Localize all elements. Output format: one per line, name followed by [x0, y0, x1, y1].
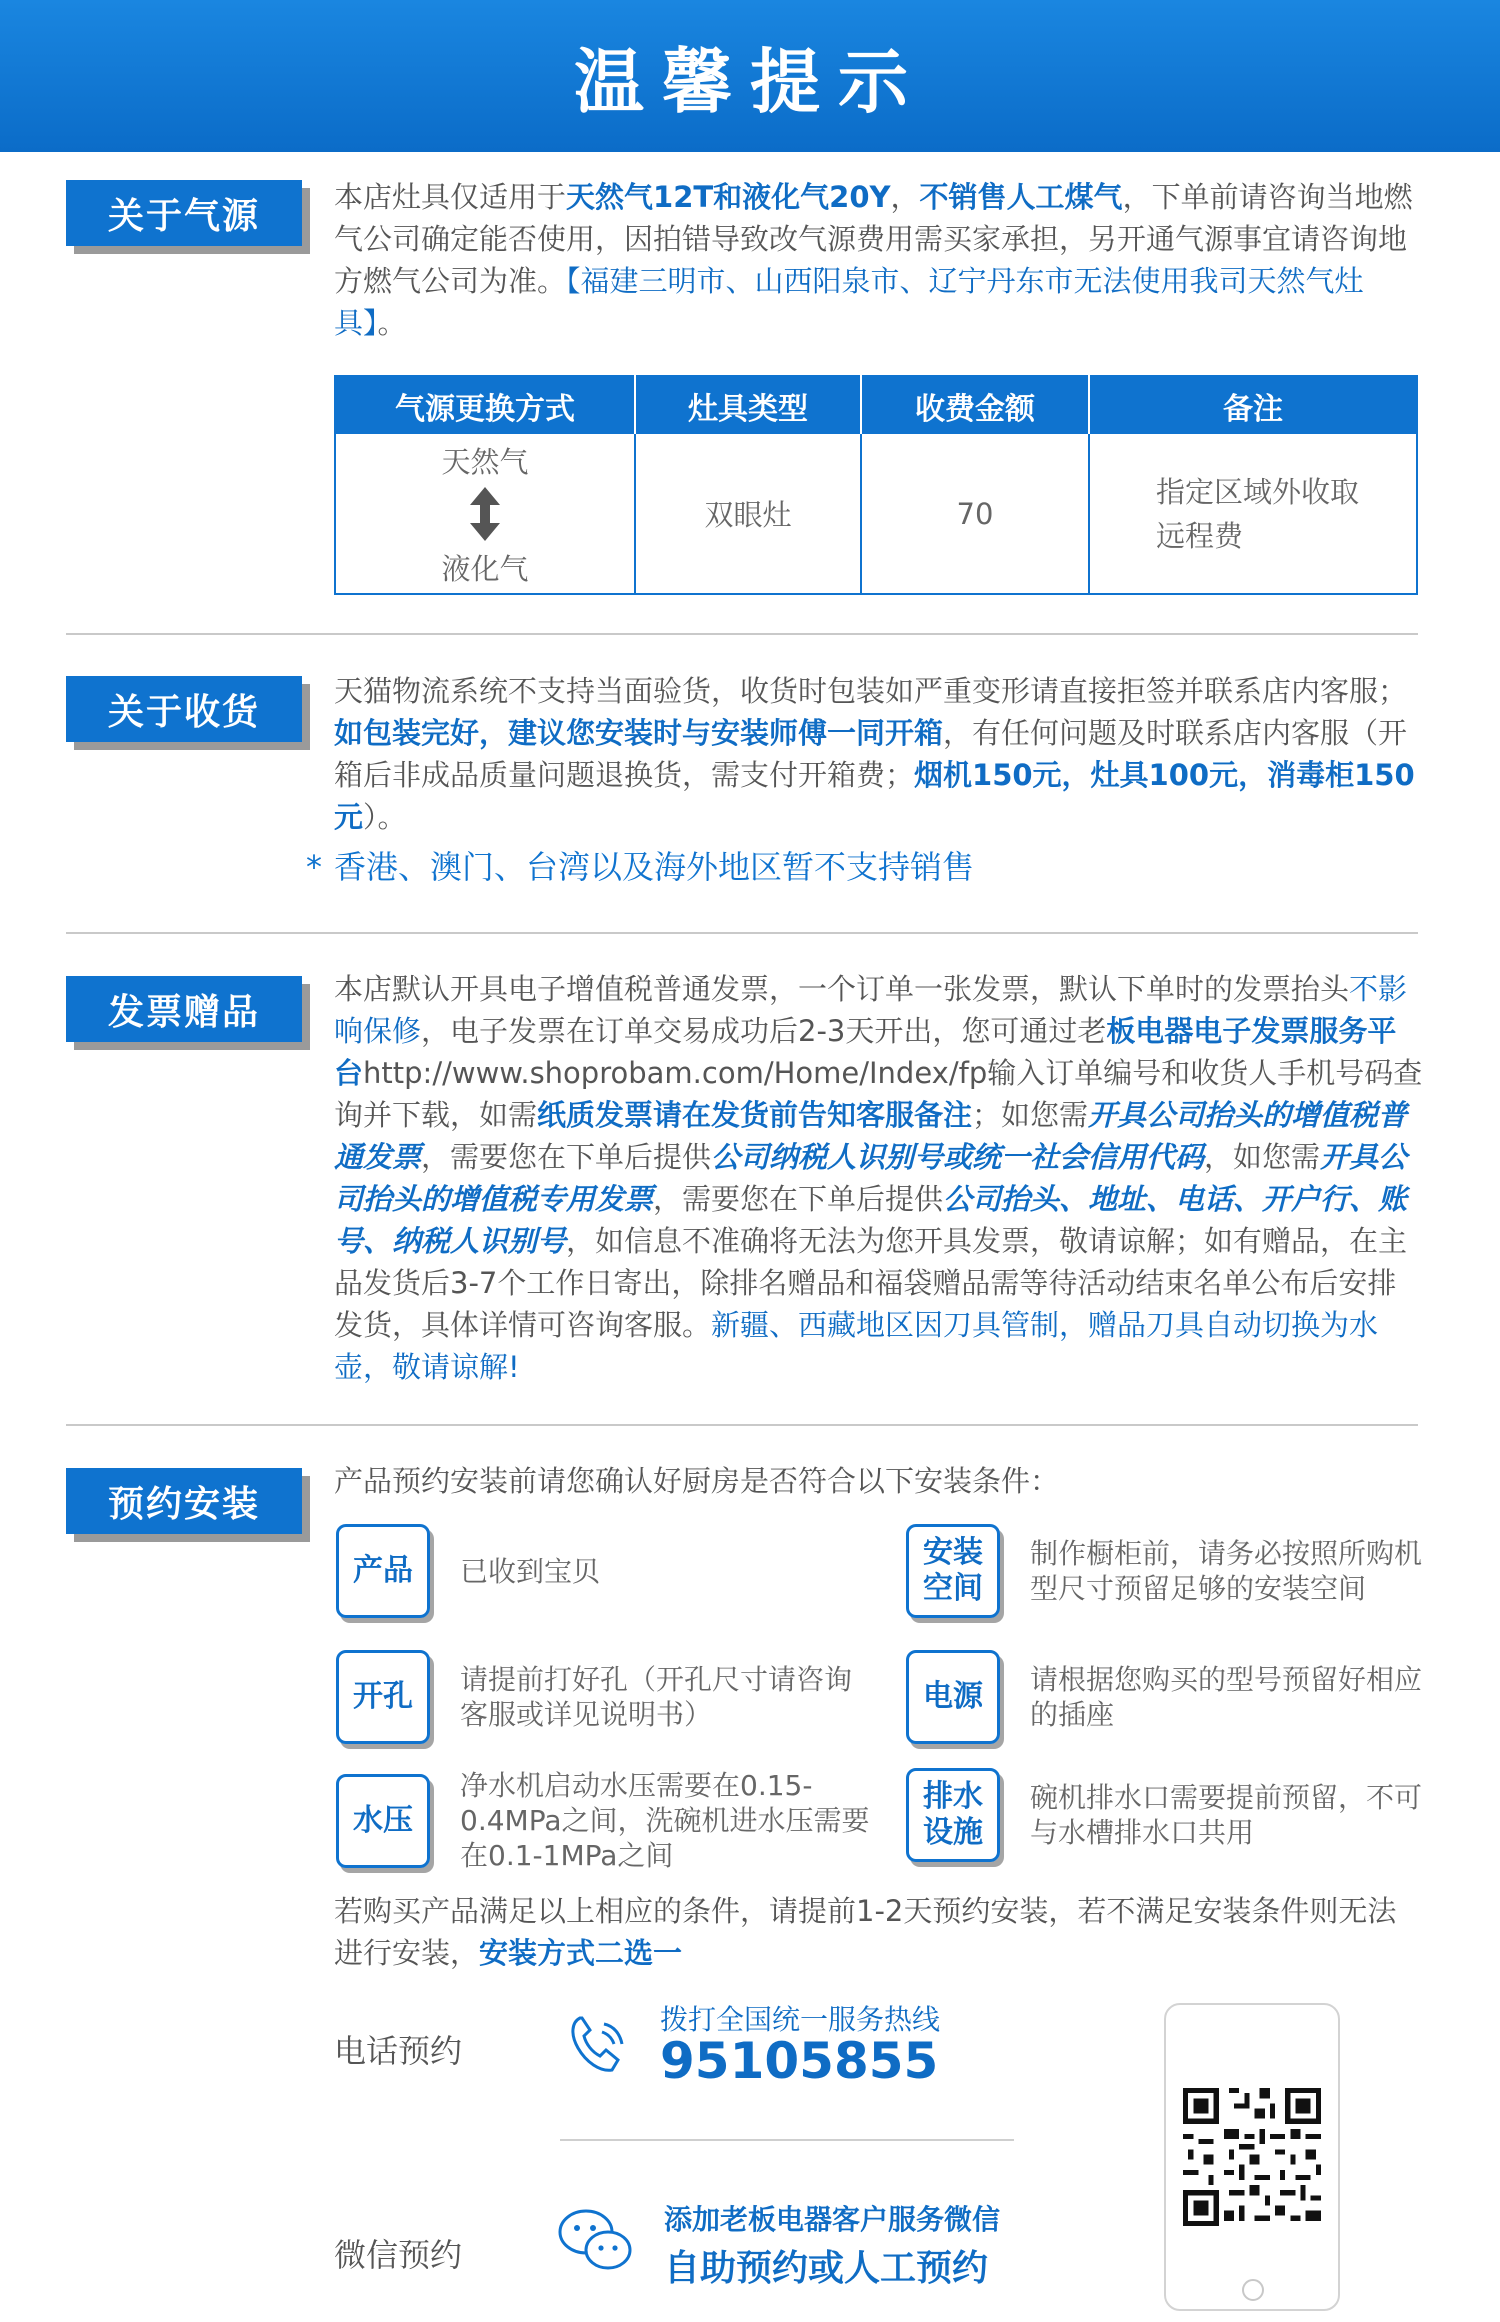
product-icon: 产品: [336, 1524, 430, 1618]
condition-power: 电源 请根据您购买的型号预留好相应的插座: [906, 1650, 1430, 1744]
condition-hole: 开孔 请提前打好孔（开孔尺寸请咨询客服或详见说明书）: [336, 1650, 876, 1744]
condition-product: 产品 已收到宝贝: [336, 1524, 856, 1618]
tag-gas: 关于气源: [66, 180, 302, 246]
header-banner: [0, 0, 1500, 152]
install-intro: 产品预约安装前请您确认好厨房是否符合以下安装条件：: [334, 1464, 1060, 1498]
double-arrow-icon: [470, 487, 500, 541]
delivery-note: 香港、澳门、台湾以及海外地区暂不支持销售: [334, 848, 975, 886]
power-icon: 电源: [906, 1650, 1000, 1744]
delivery-paragraph: 天猫物流系统不支持当面验货，收货时包装如严重变形请直接拒签并联系店内客服；如包装完好，建议您安装时与安装师傅一同开箱，有任何问题及时联系店内客服（开箱后非成品质量问题退换货，需支付开箱费；烟机150元，灶具100元，消毒柜150元）。: [334, 674, 1415, 834]
table-header: 气源更换方式: [335, 376, 635, 434]
wechat-icon: [556, 2206, 634, 2276]
wechat-reservation-label: 微信预约: [334, 2236, 463, 2274]
table-cell-stove: 双眼灶: [635, 434, 861, 594]
qr-code-icon[interactable]: [1178, 2083, 1326, 2231]
table-row: [335, 434, 1417, 594]
page-title: 温馨提示: [574, 40, 926, 123]
divider: [66, 633, 1418, 635]
phone-mockup: [1164, 2003, 1340, 2311]
install-footer: 若购买产品满足以上相应的条件，请提前1-2天预约安装，若不满足安装条件则无法进行安装，安装方式二选一: [334, 1894, 1397, 1970]
gas-paragraph: 本店灶具仅适用于天然气12T和液化气20Y，不销售人工煤气，下单前请咨询当地燃气公司确定能否使用，因拍错导致改气源费用需买家承担，另开通气源事宜请咨询地方燃气公司为准。【福建三明市、山西阳泉市、辽宁丹东市无法使用我司天然气灶具】。: [334, 180, 1413, 340]
tag-delivery: 关于收货: [66, 676, 302, 742]
wechat-caption: 添加老板电器客户服务微信: [664, 2203, 1001, 2236]
divider: [560, 2139, 1014, 2141]
note-star: *: [306, 848, 322, 886]
wechat-options: 自助预约或人工预约: [664, 2248, 989, 2289]
water-pressure-icon: 水压: [336, 1774, 430, 1868]
tag-invoice: 发票赠品: [66, 976, 302, 1042]
hole-icon: 开孔: [336, 1650, 430, 1744]
divider: [66, 932, 1418, 934]
table-header: 灶具类型: [635, 376, 861, 434]
table-cell-note: 指定区域外收取 远程费: [1089, 434, 1417, 594]
phone-reservation-label: 电话预约: [334, 2032, 463, 2070]
table-cell-fee: 70: [861, 434, 1089, 594]
condition-drain: 排水 设施 碗机排水口需要提前预留，不可与水槽排水口共用: [906, 1768, 1430, 1862]
phone-icon: [562, 2008, 634, 2080]
invoice-paragraph: 本店默认开具电子增值税普通发票，一个订单一张发票，默认下单时的发票抬头不影响保修，电子发票在订单交易成功后2-3天开出，您可通过老板电器电子发票服务平台http://www.shoprobam.com/Home/Index/fp输入订单编号和收货人手机号码查询并下载，如需纸质发票请在发货前告知客服备注；如您需开具公司抬头的增值税普通发票，需要您在下单后提供公司纳税人识别号或统一社会信用代码，如您需开具公司抬头的增值税专用发票，需要您在下单后提供公司抬头、地址、电话、开户行、账号、纳税人识别号，如信息不准确将无法为您开具发票，敬请谅解；如有赠品，在主品发货后3-7个工作日寄出，除排名赠品和福袋赠品需等待活动结束名单公布后安排发货，具体详情可咨询客服。新疆、西藏地区因刀具管制，赠品刀具自动切换为水壶，敬请谅解!: [334, 972, 1423, 1384]
install-space-icon: 安装 空间: [906, 1524, 1000, 1618]
table-cell-gas: 天然气 液化气: [441, 444, 529, 586]
hotline-caption: 拨打全国统一服务热线: [660, 2003, 941, 2036]
home-button-icon: [1242, 2279, 1264, 2301]
divider: [66, 1424, 1418, 1426]
condition-water-pressure: 水压 净水机启动水压需要在0.15-0.4MPa之间，洗碗机进水压需要在0.1-1MPa之间: [336, 1768, 876, 1873]
table-header: 收费金额: [861, 376, 1089, 434]
tag-install: 预约安装: [66, 1468, 302, 1534]
drain-icon: 排水 设施: [906, 1768, 1000, 1862]
hotline-number[interactable]: 95105855: [660, 2032, 939, 2090]
condition-space: 安装 空间 制作橱柜前，请务必按照所购机型尺寸预留足够的安装空间: [906, 1524, 1430, 1618]
gas-fee-table: [334, 375, 1418, 595]
table-header: 备注: [1089, 376, 1417, 434]
